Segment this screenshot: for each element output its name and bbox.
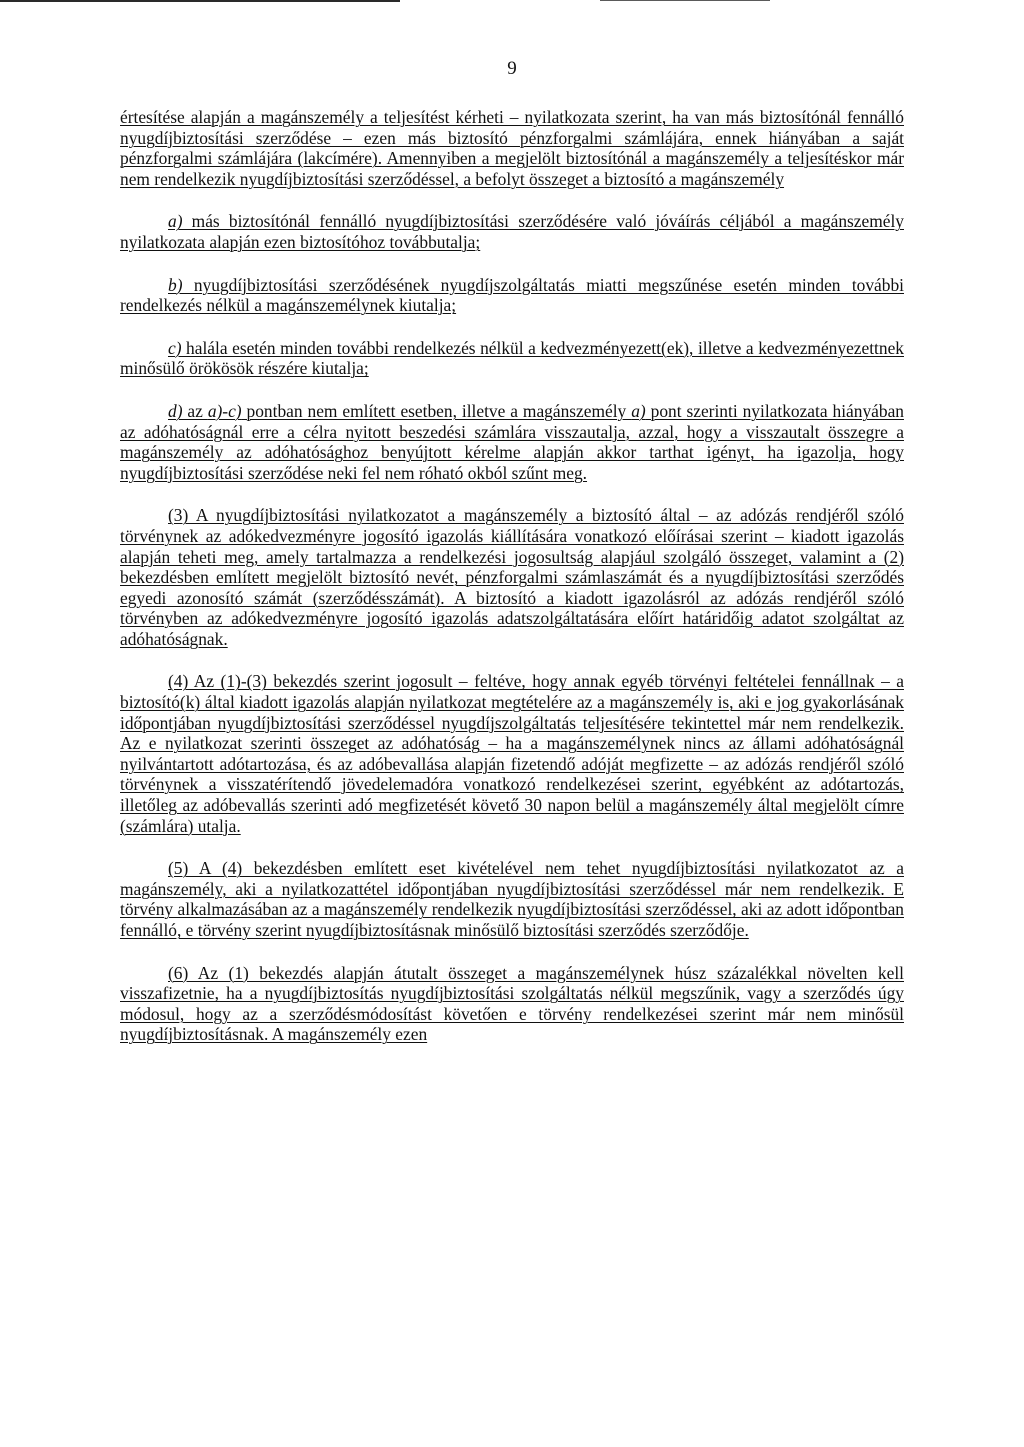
text-segment: pont szerinti nyilatkozata hiányában az adóhatóságnál erre a célra nyitott beszedési számlára visszautalja, azzal, hogy a visszautalt összegre a magánszemély az adóhatósághoz benyújtott kérelme alapján akkor tarthat igényt, ha igazolja, hogy nyugdíjbiztosítási szerződése neki fel nem róható okból szűnt meg. xyxy=(120,400,904,483)
document-body xyxy=(120,107,904,1067)
text-segment: az xyxy=(182,400,208,421)
paragraph-section-5 xyxy=(120,858,904,940)
paragraph-section-4 xyxy=(120,671,904,836)
point-letter: c) xyxy=(168,337,182,358)
scan-edge-line xyxy=(0,0,400,2)
paragraph-point-c xyxy=(120,338,904,379)
paragraph-section-6 xyxy=(120,963,904,1045)
text-segment: más biztosítónál fennálló nyugdíjbiztosítási szerződésére való jóváírás céljából a magánszemély nyilatkozata alapján ezen biztosítóhoz továbbutalja; xyxy=(120,211,904,252)
paragraph-point-b xyxy=(120,275,904,316)
text-segment: pontban nem említett esetben, illetve a magánszemély xyxy=(241,400,632,421)
point-reference: a) xyxy=(631,400,646,421)
paragraph-intro xyxy=(120,107,904,189)
text-segment: halála esetén minden további rendelkezés nélkül a kedvezményezett(ek), illetve a kedvezményezettnek minősülő örökösök részére kiutalja; xyxy=(120,337,904,379)
page-number: 9 xyxy=(507,58,517,79)
point-letter: b) xyxy=(168,274,183,295)
point-letter: a) xyxy=(168,211,183,232)
point-reference: a)-c) xyxy=(207,400,242,421)
text-segment: értesítése alapján a magánszemély a teljesítést kérheti – nyilatkozata szerint, ha van más biztosítónál fennálló nyugdíjbiztosítási szerződése – ezen más biztosító pénzforgalmi számlájára, ennek hiányában a saját pénzforgalmi számlájára (lakcímére). Amennyiben a megjelölt biztosítónál a magánszemély a teljesítéskor már nem rendelkezik nyugdíjbiztosítási szerződéssel, a befolyt összeget a biztosító a magánszemély xyxy=(120,107,904,189)
text-segment: (4) Az (1)-(3) bekezdés szerint jogosult – feltéve, hogy annak egyéb törvényi feltételei fennállnak – a biztosító(k) által kiadott igazolás alapján nyilatkozat megtételére az a magánszemély is, aki e jog gyakorlásának időpontjában nyugdíjbiztosítási szerződéssel nyugdíjszolgáltatás teljesítésére tekintettel már nem rendelkezik. Az e nyilatkozat szerinti összeget az adóhatóság – ha a magánszemélynek nincs az állami adóhatóságnál nyilvántartott adótartozása, és az adóbevallása alapján fizetendő adóját megfizette – az adózás rendjéről szóló törvénynek a visszatérítendő jövedelemadóra vonatkozó rendelkezései szerint, egyébként az adótartozás, illetőleg az adóbevallás szerinti adó megfizetését követő 30 napon belül a magánszemély által megjelölt címre (számlára) utalja. xyxy=(120,671,904,836)
point-letter: d) xyxy=(168,400,183,421)
text-segment: (5) A (4) bekezdésben említett eset kivételével nem tehet nyugdíjbiztosítási nyilatkozatot az a magánszemély, aki a nyilatkozattétel időpontjában nyugdíjbiztosítási szerződéssel már nem rendelkezik. E törvény alkalmazásában az a magánszemély rendelkezik nyugdíjbiztosítási szerződéssel, aki az adott időpontban fennálló, e törvény szerint nyugdíjbiztosításnak minősülő biztosítási szerződés szerződője. xyxy=(120,858,904,940)
paragraph-point-a xyxy=(120,211,904,252)
paragraph-point-d xyxy=(120,401,904,483)
text-segment: nyugdíjbiztosítási szerződésének nyugdíjszolgáltatás miatti megszűnése esetén minden további rendelkezés nélkül a magánszemélynek kiutalja; xyxy=(120,274,904,316)
paragraph-section-3 xyxy=(120,505,904,649)
text-segment: (6) Az (1) bekezdés alapján átutalt összeget a magánszemélynek húsz százalékkal növelten kell visszafizetnie, ha a nyugdíjbiztosítás nyugdíjbiztosítási szolgáltatás nélkül megszűnik, vagy a szerződés úgy módosul, hogy az a szerződésmódosítást követően e törvény rendelkezései szerint már nem minősül nyugdíjbiztosításnak. A magánszemély ezen xyxy=(120,962,904,1045)
scan-edge-line xyxy=(600,0,770,1)
text-segment: (3) A nyugdíjbiztosítási nyilatkozatot a magánszemély a biztosító által – az adózás rendjéről szóló törvénynek az adókedvezményre jogosító igazolás kiállítására vonatkozó előírásai szerint – kiadott igazolás alapján teheti meg, amely tartalmazza a rendelkezési jogosultság alapjául szolgáló összeget, valamint a (2) bekezdésben említett megjelölt biztosító nevét, pénzforgalmi számlaszámát és a nyugdíjbiztosítási szerződés egyedi azonosító számát (szerződésszámát). A biztosító a kiadott igazolásról az adózás rendjéről szóló törvényben az adókedvezményre jogosító igazolás adatszolgáltatására előírt határidőig adatot szolgáltat az adóhatóságnak. xyxy=(120,505,904,649)
